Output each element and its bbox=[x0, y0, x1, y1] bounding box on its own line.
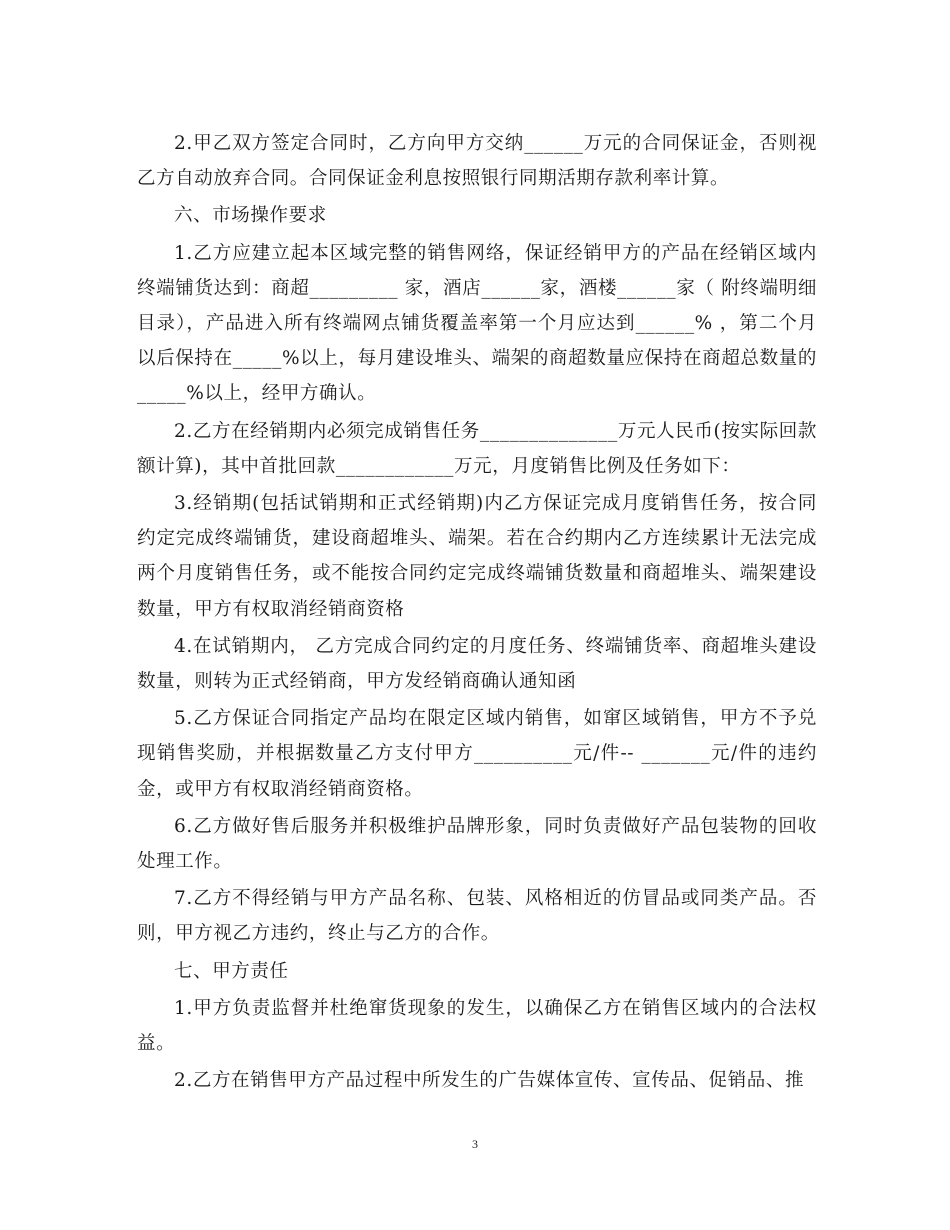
paragraph-sales-task: 2.乙方在经销期内必须完成销售任务______________万元人民币(按实际回款额计算)，其中首批回款____________万元，月度销售比例及任务如下： bbox=[137, 420, 817, 477]
page-number: 3 bbox=[472, 1137, 478, 1151]
paragraph-supervision: 1.甲方负责监督并杜绝窜货现象的发生，以确保乙方在销售区域内的合法权益。 bbox=[137, 997, 817, 1055]
paragraph-deposit: 2.甲乙双方签定合同时，乙方向甲方交纳______万元的合同保证金，否则视乙方自动放弃合同。合同保证金利息按照银行同期活期存款利率计算。 bbox=[137, 133, 817, 190]
paragraph-trial-period: 4.在试销期内， 乙方完成合同约定的月度任务、终端铺货率、商超堆头建设数量，则转为正式经销商，甲方发经销商确认通知函 bbox=[137, 635, 817, 693]
paragraph-counterfeit: 7.乙方不得经销与甲方产品名称、包装、风格相近的仿冒品或同类产品。否则，甲方视乙方违约，终止与乙方的合作。 bbox=[137, 888, 817, 945]
paragraph-region-sales: 5.乙方保证合同指定产品均在限定区域内销售，如窜区域销售，甲方不予兑现销售奖励，并根据数量乙方支付甲方__________元/件-- _______元/件的违约金，或甲方有权取消经销商资格。 bbox=[137, 708, 817, 800]
section-heading-party-a: 七、甲方责任 bbox=[174, 960, 289, 982]
section-heading-market: 六、市场操作要求 bbox=[174, 205, 327, 227]
paragraph-sales-network: 1.乙方应建立起本区域完整的销售网络，保证经销甲方的产品在经销区域内终端铺货达到：商超_________ 家，酒店______家，酒楼______家（ 附终端明细目录），产品进入所有终端网点铺货覆盖率第一个月应达到______% ，第二个月以后保持在_____%以上，每月建设堆头、端架的商超数量应保持在商超总数量的_____%以上，经甲方确认。 bbox=[137, 242, 817, 405]
paragraph-monthly-task: 3.经销期(包括试销期和正式经销期)内乙方保证完成月度销售任务，按合同约定完成终端铺货，建设商超堆头、端架。若在合约期内乙方连续累计无法完成两个月度销售任务，或不能按合同约定完成终端铺货数量和商超堆头、端架建设数量，甲方有权取消经销商资格 bbox=[137, 493, 817, 620]
paragraph-after-sales: 6.乙方做好售后服务并积极维护品牌形象，同时负责做好产品包装物的回收处理工作。 bbox=[137, 815, 817, 873]
document-body bbox=[137, 126, 817, 1098]
paragraph-advertising: 2.乙方在销售甲方产品过程中所发生的广告媒体宣传、宣传品、促销品、推 bbox=[174, 1070, 805, 1092]
